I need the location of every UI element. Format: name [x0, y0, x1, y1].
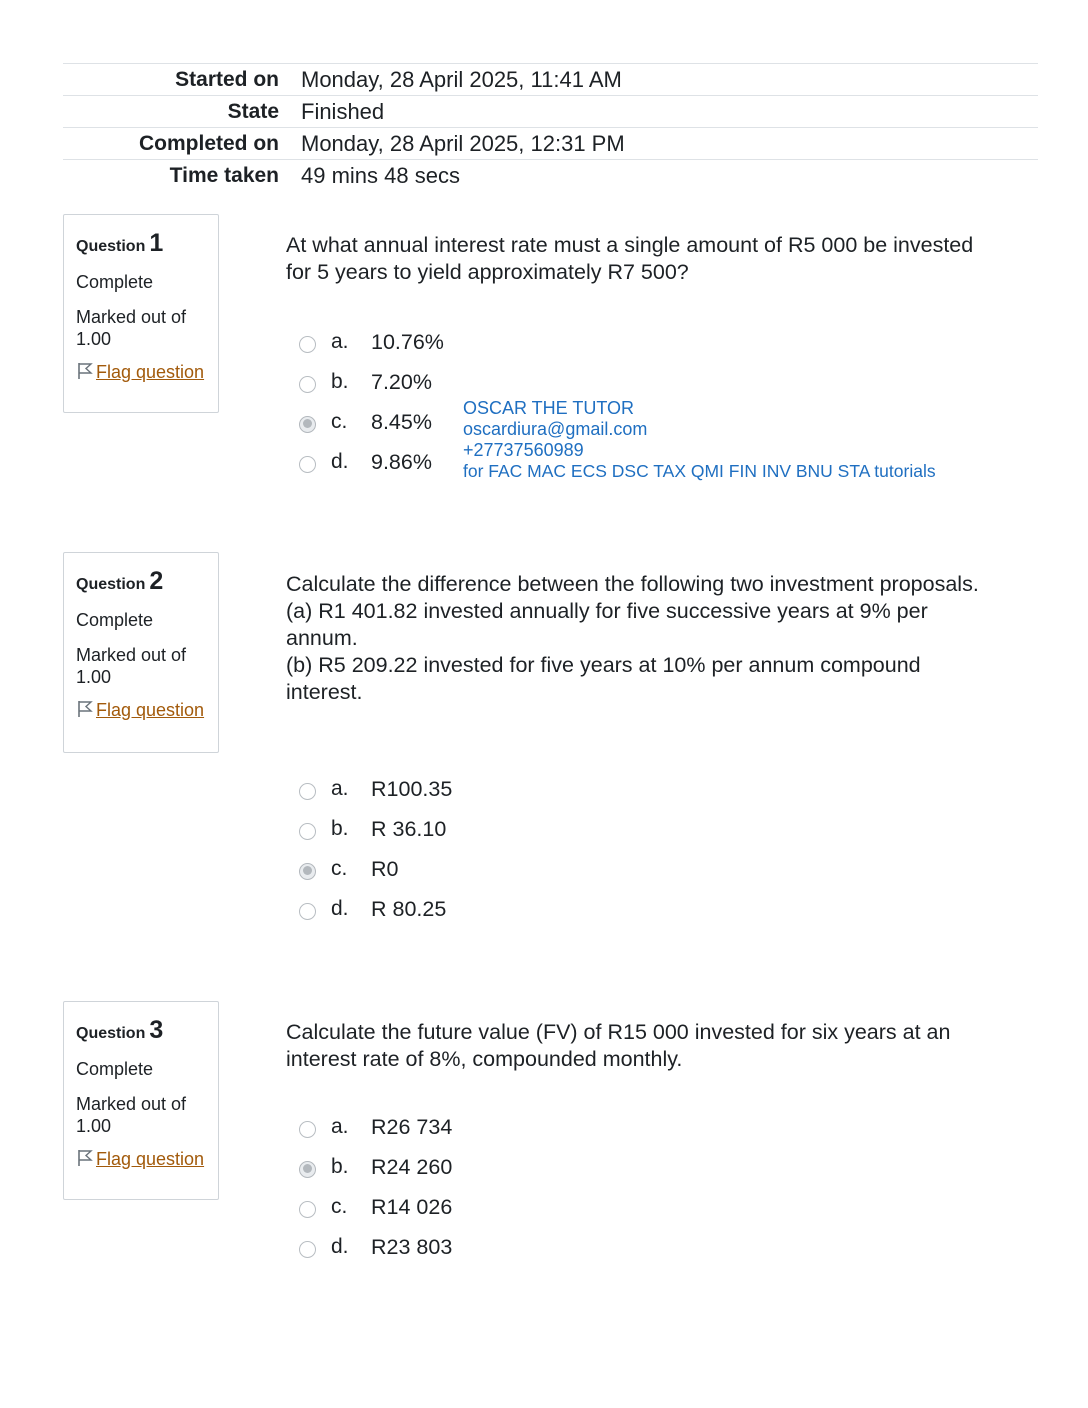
- summary-label: Completed on: [139, 131, 279, 155]
- question-number-value: 1: [149, 229, 164, 257]
- flag-question-link[interactable]: [76, 362, 206, 383]
- flag-question-text[interactable]: Flag question: [96, 1149, 205, 1169]
- answer-radio[interactable]: [299, 456, 316, 473]
- answer-letter: d.: [331, 450, 349, 473]
- question-mark: Marked out of 1.00: [76, 307, 187, 349]
- answer-radio[interactable]: [299, 783, 316, 800]
- answer-text: R0: [371, 856, 399, 881]
- question-mark: Marked out of 1.00: [76, 645, 187, 687]
- watermark-line: oscardiura@gmail.com: [463, 419, 648, 439]
- answer-option[interactable]: [299, 1147, 453, 1187]
- summary-row-started: [63, 63, 1038, 95]
- answer-letter: c.: [331, 857, 348, 880]
- answer-letter: b.: [331, 1155, 349, 1178]
- answer-text: 9.86%: [371, 449, 432, 474]
- answer-radio[interactable]: [299, 376, 316, 393]
- question-number: [76, 567, 206, 596]
- summary-label: State: [227, 99, 279, 123]
- question-text-1: At what annual interest rate must a single amount of R5 000 be invested for 5 years to yield approximately R7 500?: [286, 233, 974, 284]
- question-text-line: Calculate the difference between the following two investment proposals.: [286, 572, 979, 596]
- answer-text: R100.35: [371, 776, 453, 801]
- summary-value: 49 mins 48 secs: [301, 162, 460, 188]
- question-label: Question: [76, 1025, 146, 1042]
- flag-icon: [76, 362, 94, 380]
- question-number: [76, 1016, 206, 1045]
- flag-icon: [76, 1149, 94, 1167]
- answer-list-3: [299, 1107, 453, 1267]
- answer-option[interactable]: [299, 442, 432, 482]
- question-state: Complete: [76, 272, 154, 292]
- answer-text: R 80.25: [371, 896, 447, 921]
- flag-question-text[interactable]: Flag question: [96, 700, 205, 720]
- question-info-3: [63, 1001, 219, 1200]
- answer-letter: b.: [331, 370, 349, 393]
- summary-row-state: [63, 95, 1038, 127]
- answer-text: R14 026: [371, 1194, 453, 1219]
- answer-option[interactable]: [299, 402, 432, 442]
- answer-option[interactable]: [299, 362, 432, 402]
- answer-option[interactable]: [299, 889, 447, 929]
- question-text-3: Calculate the future value (FV) of R15 000 invested for six years at an interest rate of 8%, compounded monthly.: [286, 1020, 951, 1071]
- answer-list-2: [299, 769, 453, 929]
- question-text-line: (a) R1 401.82 invested annually for five successive years at 9% per annum.: [286, 599, 928, 650]
- answer-text: R 36.10: [371, 816, 447, 841]
- watermark-line: for FAC MAC ECS DSC TAX QMI FIN INV BNU STA tutorials: [463, 461, 936, 481]
- answer-option[interactable]: [299, 849, 399, 889]
- answer-text: 7.20%: [371, 369, 432, 394]
- summary-row-time-taken: [63, 159, 1038, 191]
- answer-option[interactable]: [299, 1107, 453, 1147]
- flag-question-text[interactable]: Flag question: [96, 362, 205, 382]
- question-number: [76, 229, 206, 258]
- answer-option[interactable]: [299, 322, 444, 362]
- summary-label: Time taken: [169, 163, 279, 187]
- question-number-value: 3: [149, 1016, 164, 1044]
- watermark-line: +27737560989: [463, 440, 584, 460]
- answer-option[interactable]: [299, 1227, 453, 1267]
- question-text-2: [286, 571, 986, 706]
- answer-radio[interactable]: [299, 1241, 316, 1258]
- answer-radio-selected[interactable]: [299, 1161, 316, 1178]
- answer-radio-selected[interactable]: [299, 416, 316, 433]
- answer-letter: a.: [331, 1115, 349, 1138]
- question-state: Complete: [76, 1059, 154, 1079]
- answer-list-1: [299, 322, 444, 482]
- question-info-2: [63, 552, 219, 753]
- question-text-line: (b) R5 209.22 invested for five years at 10% per annum compound interest.: [286, 653, 921, 704]
- flag-icon: [76, 700, 94, 718]
- answer-text: R23 803: [371, 1234, 453, 1259]
- summary-row-completed: [63, 127, 1038, 159]
- answer-radio[interactable]: [299, 903, 316, 920]
- answer-radio[interactable]: [299, 336, 316, 353]
- answer-text: 10.76%: [371, 329, 444, 354]
- answer-radio[interactable]: [299, 1201, 316, 1218]
- flag-question-link[interactable]: [76, 1149, 206, 1170]
- answer-text: R24 260: [371, 1154, 453, 1179]
- answer-radio[interactable]: [299, 823, 316, 840]
- answer-letter: d.: [331, 897, 349, 920]
- answer-letter: c.: [331, 410, 348, 433]
- summary-value: Finished: [301, 98, 385, 124]
- summary-value: Monday, 28 April 2025, 12:31 PM: [301, 130, 625, 156]
- answer-text: R26 734: [371, 1114, 453, 1139]
- answer-option[interactable]: [299, 1187, 453, 1227]
- question-state: Complete: [76, 610, 154, 630]
- question-label: Question: [76, 238, 146, 255]
- question-number-value: 2: [149, 567, 164, 595]
- answer-text: 8.45%: [371, 409, 432, 434]
- answer-letter: a.: [331, 777, 349, 800]
- answer-option[interactable]: [299, 769, 453, 809]
- summary-value: Monday, 28 April 2025, 11:41 AM: [301, 66, 622, 92]
- tutor-watermark: [463, 398, 936, 482]
- question-mark: Marked out of 1.00: [76, 1094, 187, 1136]
- answer-letter: d.: [331, 1235, 349, 1258]
- answer-letter: a.: [331, 330, 349, 353]
- answer-letter: c.: [331, 1195, 348, 1218]
- summary-label: Started on: [175, 67, 279, 91]
- attempt-summary-table: [63, 63, 1038, 191]
- flag-question-link[interactable]: [76, 700, 206, 721]
- question-label: Question: [76, 576, 146, 593]
- answer-radio-selected[interactable]: [299, 863, 316, 880]
- answer-option[interactable]: [299, 809, 447, 849]
- question-info-1: [63, 214, 219, 413]
- watermark-line: OSCAR THE TUTOR: [463, 398, 635, 418]
- answer-radio[interactable]: [299, 1121, 316, 1138]
- answer-letter: b.: [331, 817, 349, 840]
